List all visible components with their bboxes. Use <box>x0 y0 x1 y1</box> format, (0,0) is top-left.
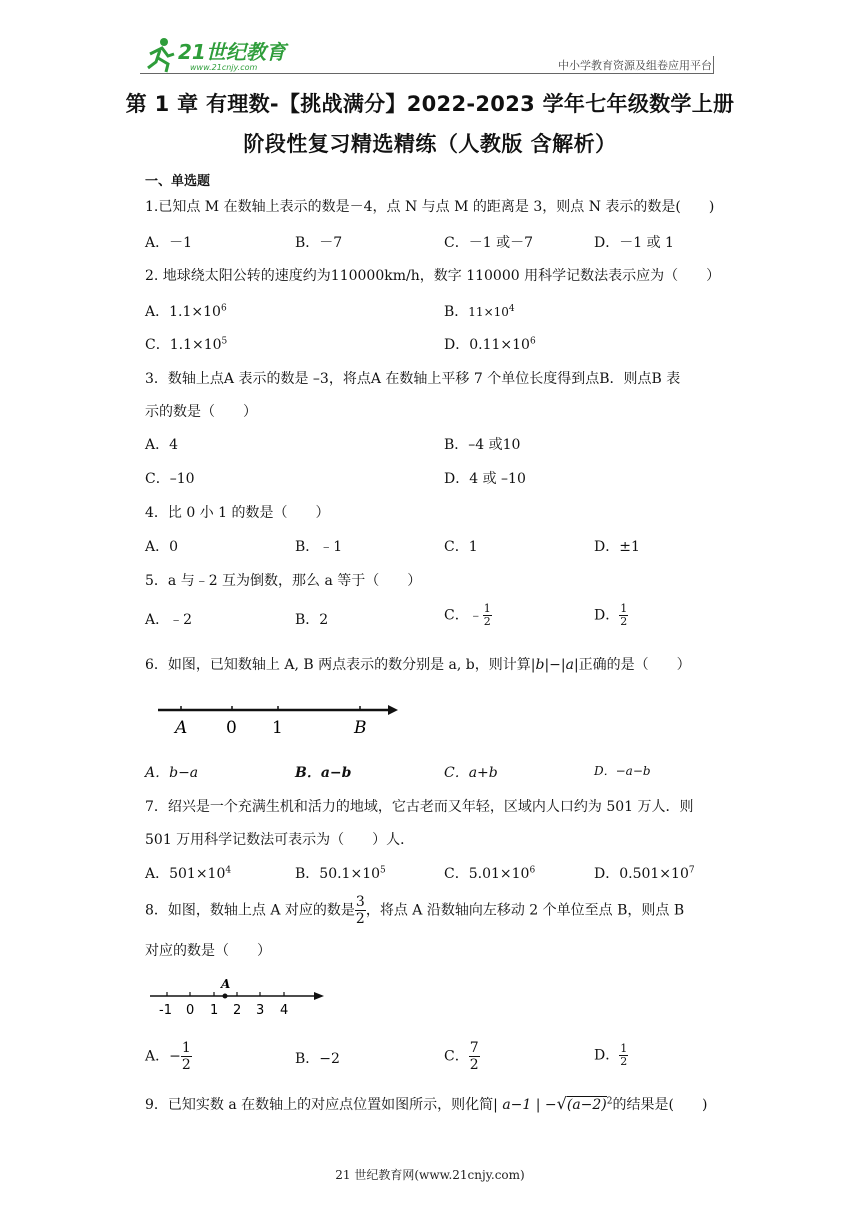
header-divider <box>713 56 714 74</box>
q3-option-a: A．4 <box>145 437 179 453</box>
q4-option-d: D．±1 <box>594 539 640 555</box>
doc-title-line1: 第 1 章 有理数-【挑战满分】2022-2023 学年七年级数学上册 <box>125 92 735 116</box>
q5-option-d: D． $\frac{1}{2}$ <box>594 602 628 628</box>
question-5-stem: 5．a 与﹣2 互为倒数，那么 a 等于（ ） <box>145 573 422 589</box>
question-7-stem-line1: 7．绍兴是一个充满生机和活力的地域，它古老而又年轻，区域内人口约为 501 万人．则 <box>145 799 694 815</box>
q7-option-a: A．$501\times 10^4$ <box>145 865 232 882</box>
logo-text: 21世纪教育 <box>178 40 286 64</box>
q6-option-a: A．b−a <box>145 765 199 781</box>
q1-option-c: C．－1 或－7 <box>444 235 533 251</box>
q5-option-c: C．﹣ $\frac{1}{2}$ <box>444 602 491 628</box>
question-3-stem-line2: 示的数是（ ） <box>145 404 257 420</box>
axis-label-B: B <box>354 718 367 738</box>
tick-label-4: 4 <box>280 1003 289 1018</box>
q7-option-d: D．$0.501\times 10^7$ <box>594 865 695 882</box>
point-A-label: A <box>221 977 231 991</box>
question-2-stem: 2. 地球绕太阳公转的速度约为110000km/h，数字 110000 用科学记数法表示应为（ ） <box>145 268 721 284</box>
q1-option-b: B．－7 <box>295 235 343 251</box>
platform-name: 中小学教育资源及组卷应用平台 <box>558 59 712 72</box>
q6-option-d: D．−a−b <box>594 764 651 778</box>
q8-option-c: C． $\frac{7}{2}$ <box>444 1040 479 1073</box>
logo-url: www.21cnjy.com <box>190 63 258 72</box>
question-9-stem: 9．已知实数 a 在数轴上的对应点位置如图所示，则化简| a−1 | $-√(a-2)^2$的结果是( ) <box>145 1094 708 1113</box>
page-footer: 21 世纪教育网(www.21cnjy.com) <box>335 1168 525 1182</box>
question-6-stem: 6．如图，已知数轴上 A, B 两点表示的数分别是 a, b，则计算|b|−|a|正确的是（ ） <box>145 657 691 673</box>
q7-option-b: B．$50.1\times 10^5$ <box>295 865 386 882</box>
q3-option-d: D．4 或 –10 <box>444 471 526 487</box>
question-1-stem: 1.已知点 M 在数轴上表示的数是－4，点 N 与点 M 的距离是 3，则点 N 表示的数是( ) <box>145 199 715 215</box>
question-8-stem: 8．如图，数轴上点 A 对应的数是 $\frac{3}{2}$ ，将点 A 沿数轴向左移动 2 个单位至点 B，则点 B <box>145 894 685 927</box>
q8-option-a: A．− $\frac{1}{2}$ <box>145 1040 191 1073</box>
q5-option-a: A．﹣2 <box>145 612 193 628</box>
number-line-q6 <box>150 700 410 745</box>
q2-option-a: A．$1.1\times 10^6$ <box>145 303 227 320</box>
q1-option-a: A．－1 <box>145 235 193 251</box>
header-rule <box>140 73 714 74</box>
q3-option-c: C．–10 <box>145 471 195 487</box>
tick-label-neg1: -1 <box>159 1003 172 1018</box>
question-4-stem: 4．比 0 小 1 的数是（ ） <box>145 505 330 521</box>
axis-label-A: A <box>175 718 188 738</box>
q2-option-d: D．$0.11\times 10^6$ <box>444 336 536 353</box>
q4-option-c: C．1 <box>444 539 478 555</box>
tick-label-1: 1 <box>210 1003 219 1018</box>
question-3-stem-line1: 3．数轴上点A 表示的数是 –3，将点A 在数轴上平移 7 个单位长度得到点B．则点B 表 <box>145 371 681 387</box>
q6-option-c: C．a+b <box>444 765 498 781</box>
q4-option-b: B．﹣1 <box>295 539 343 555</box>
tick-label-2: 2 <box>233 1003 242 1018</box>
q2-option-b: B．$11\times 10^4$ <box>444 304 515 320</box>
tick-label-3: 3 <box>256 1003 265 1018</box>
question-8-stem-line2: 对应的数是（ ） <box>145 943 271 959</box>
axis-label-1: 1 <box>272 718 283 738</box>
section-heading: 一、单选题 <box>145 174 211 189</box>
q5-option-b: B．2 <box>295 612 329 628</box>
axis-label-0: 0 <box>226 718 237 738</box>
q3-option-b: B．–4 或10 <box>444 437 521 453</box>
q2-option-c: C．$1.1\times 10^5$ <box>145 336 228 353</box>
point-A-marker <box>223 994 228 999</box>
q8-option-b: B．−2 <box>295 1051 340 1067</box>
q1-option-d: D．－1 或 1 <box>594 235 674 251</box>
tick-label-0: 0 <box>186 1003 195 1018</box>
number-line-q8 <box>148 975 328 1020</box>
doc-title-line2: 阶段性复习精选精练（人教版 含解析） <box>243 132 617 156</box>
q8-option-d: D． $\frac{1}{2}$ <box>594 1042 628 1068</box>
q6-option-b: B．a−b <box>295 765 352 781</box>
q7-option-c: C．$5.01\times 10^6$ <box>444 865 536 882</box>
question-7-stem-line2: 501 万用科学记数法可表示为（ ）人． <box>145 832 415 848</box>
q4-option-a: A．0 <box>145 539 179 555</box>
runner-icon <box>140 34 180 74</box>
